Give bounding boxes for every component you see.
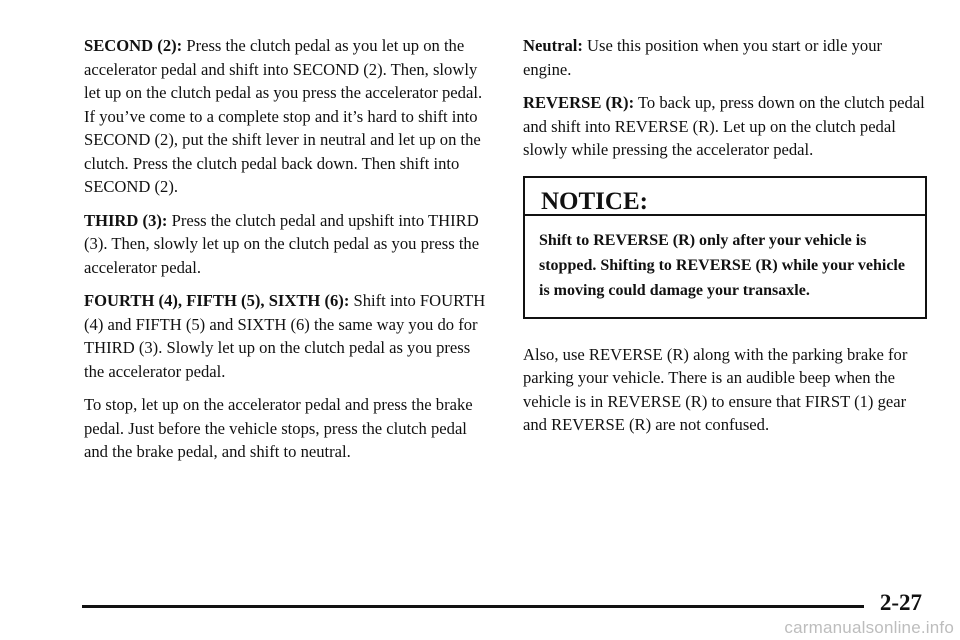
page-number: 2-27 <box>879 590 922 615</box>
paragraph-text: Also, use REVERSE (R) along with the parking brake for parking your vehicle. There is an audible beep when the vehicle is in REVERSE (R) to ensure that FIRST (1) gear and REVERSE (R) are not confused. <box>523 344 908 434</box>
paragraph-neutral <box>523 34 933 81</box>
notice-box <box>523 176 927 319</box>
paragraph-text: Press the clutch pedal as you let up on the accelerator pedal and shift into SECOND (2). Then, slowly let up on the clutch pedal as you press the accelerator pedal. If you’ve come to a complete stop and it’s hard to shift into SECOND (2), put the shift lever in neutral and let up on the clutch. Press the clutch pedal back down. Then shift into SECOND (2). <box>84 36 483 196</box>
paragraph-reverse <box>523 91 933 162</box>
paragraph-heading: REVERSE (R): <box>523 93 635 112</box>
paragraph-parking-brake <box>523 343 933 437</box>
paragraph-text: Press the clutch pedal and upshift into THIRD (3). Then, slowly let up on the clutch pedal as you press the accelerator pedal. <box>84 210 480 277</box>
left-column <box>84 34 494 474</box>
paragraph-text: To back up, press down on the clutch pedal and shift into REVERSE (R). Let up on the clutch pedal slowly while pressing the accelerator pedal. <box>523 93 925 159</box>
footer-rule <box>82 605 864 608</box>
paragraph-heading: FOURTH (4), FIFTH (5), SIXTH (6): <box>84 291 350 310</box>
watermark: carmanualsonline.info <box>784 618 954 637</box>
paragraph-heading: SECOND (2): <box>84 36 183 55</box>
paragraph-fourth-fifth-sixth-gear <box>84 289 494 383</box>
paragraph-text: Shift into FOURTH (4) and FIFTH (5) and SIXTH (6) the same way you do for THIRD (3). Slowly let up on the clutch pedal as you press the accelerator pedal. <box>84 291 486 381</box>
paragraph-heading: THIRD (3): <box>84 210 168 230</box>
notice-body: Shift to REVERSE (R) only after your vehicle is stopped. Shifting to REVERSE (R) while your vehicle is moving could damage your transaxle. <box>539 231 905 299</box>
paragraph-heading: Neutral: <box>523 36 583 55</box>
right-column <box>523 34 933 447</box>
paragraph-third-gear <box>84 209 494 280</box>
paragraph-to-stop <box>84 393 494 464</box>
notice-title: NOTICE: <box>525 178 925 216</box>
paragraph-second-gear <box>84 34 494 199</box>
paragraph-text: Use this position when you start or idle your engine. <box>523 36 883 79</box>
paragraph-text: To stop, let up on the accelerator pedal and press the brake pedal. Just before the vehicle stops, press the clutch pedal and the brake pedal, and shift to neutral. <box>84 395 473 461</box>
